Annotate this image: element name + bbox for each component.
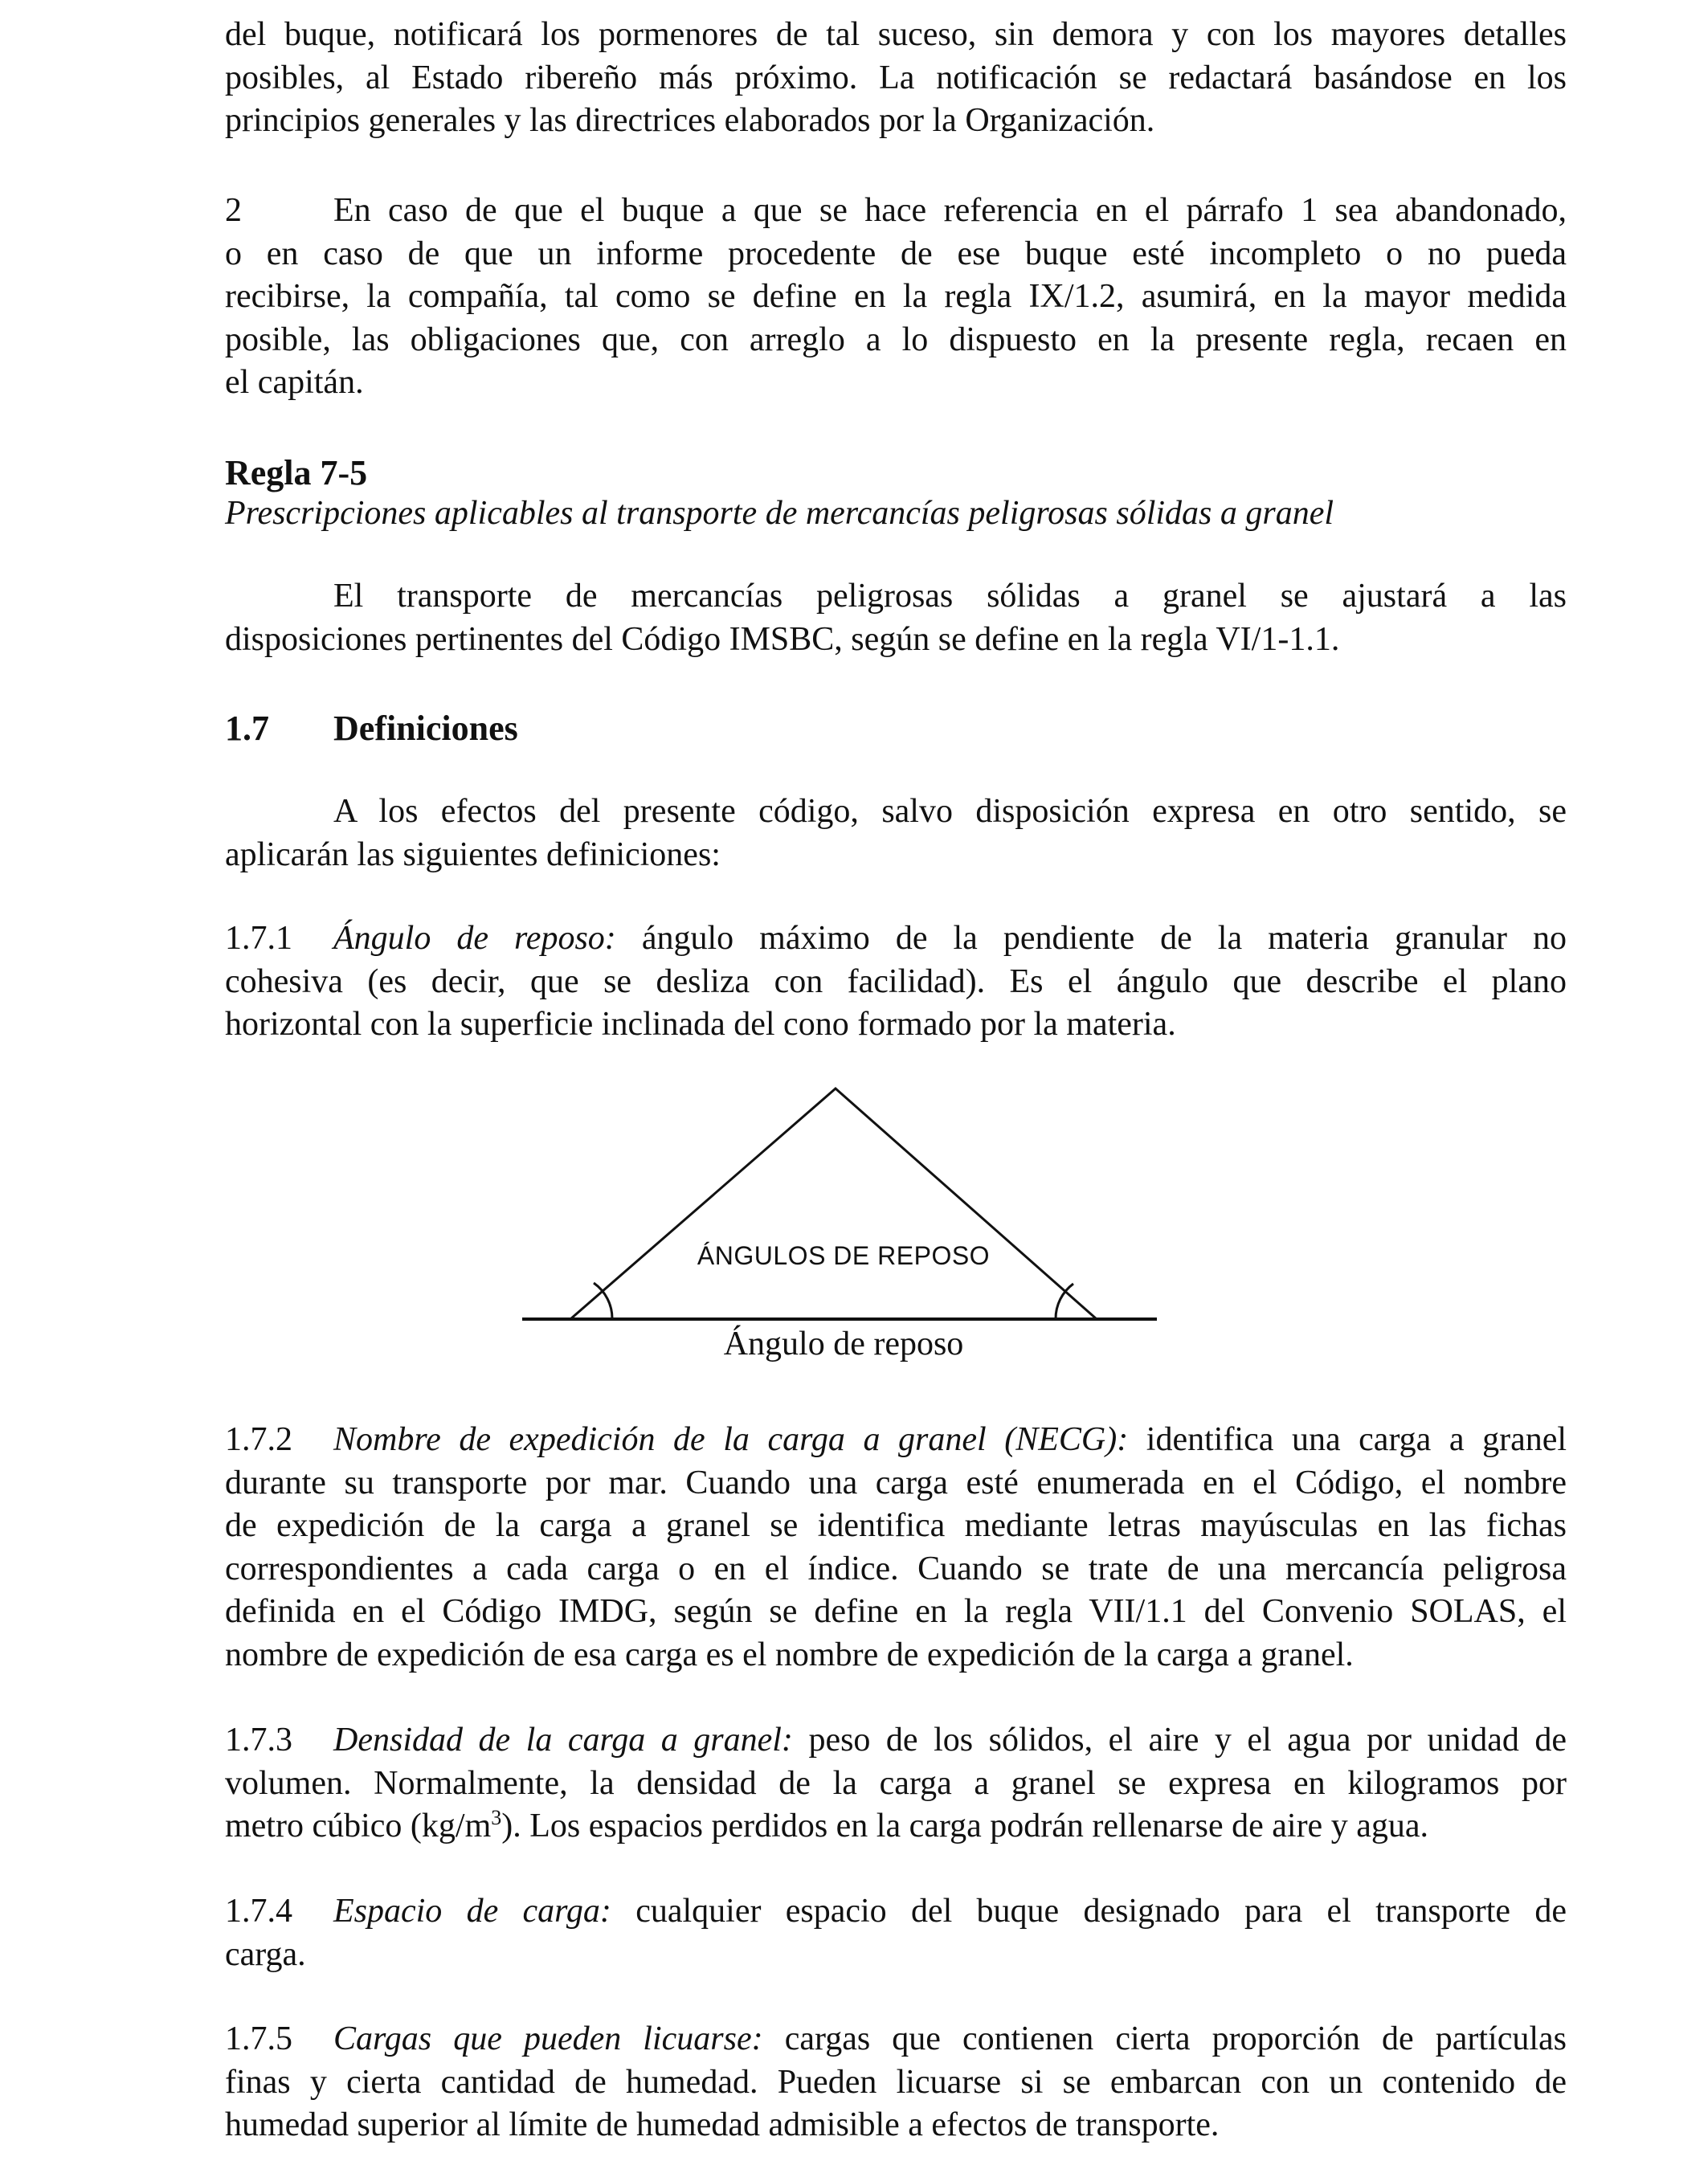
left-angle-arc [594,1283,612,1319]
text-line: principios generales y las directrices elaborados por la Organización. [225,102,1155,139]
angle-of-repose-figure [522,1081,1165,1386]
section-heading [225,707,518,750]
text-line: humedad superior al límite de humedad admisible a efectos de transporte. [225,2106,1220,2143]
text-line: nombre de expedición de esa carga es el nombre de expedición de la carga a granel. [225,1636,1354,1673]
regla-paragraph [225,575,1567,661]
text-line: de expedición de la carga a granel se identifica mediante letras mayúsculas en las fichas [225,1507,1567,1544]
text-line: volumen. Normalmente, la densidad de la carga a granel se expresa en kilogramos por [225,1764,1567,1802]
definition-term: Cargas que pueden licuarse: [333,2020,763,2057]
text-line: metro cúbico $(kg/m^3)$. Los espacios perdidos en la carga podrán rellenarse de aire y agua. [225,1806,1428,1844]
superscript: 3 [491,1806,502,1829]
text-line: finas y cierta cantidad de humedad. Pueden licuarse si se embarcan con un contenido de [225,2063,1567,2101]
definition-number: 1.7.4 [225,1893,292,1930]
definition-number: 1.7.5 [225,2020,292,2057]
definition-number: 1.7.2 [225,1421,292,1458]
text-line: posible, las obligaciones que, con arreglo a lo dispuesto en la presente regla, recaen en [225,321,1567,358]
definition-term: Densidad de la carga a granel: [333,1722,793,1759]
definition-1-7-5 [225,2018,1567,2147]
section-number: 1.7 [225,709,269,748]
text-line: durante su transporte por mar. Cuando una carga esté enumerada en el Código, el nombre [225,1464,1567,1501]
figure-inner-label: ÁNGULOS DE REPOSO [697,1241,991,1270]
text-line: horizontal con la superficie inclinada del cono formado por la materia. [225,1006,1176,1043]
regla-subtitle: Prescripciones aplicables al transporte de mercancías peligrosas sólidas a granel [225,495,1334,532]
figure-caption: Ángulo de reposo [723,1326,964,1362]
definition-number: 1.7.3 [225,1722,292,1759]
text-line: 2 En caso de que el buque a que se hace referencia en el párrafo 1 sea abandonado, [225,190,1567,233]
section-title: Definiciones [333,709,518,748]
text-line: el capitán. [225,364,364,401]
definition-1-7-2 [225,1419,1567,1677]
text-line: aplicarán las siguientes definiciones: [225,835,721,873]
paragraph-number: 2 [225,192,242,229]
text-line: recibirse, la compañía, tal como se define en la regla IX/1.2, asumirá, en la mayor medida [225,278,1567,315]
text-line: carga. [225,1935,306,1973]
text-line: posibles, al Estado ribereño más próximo. La notificación se redactará basándose en los [225,59,1567,96]
text-line: o en caso de que un informe procedente de ese buque esté incompleto o no pueda [225,235,1567,272]
text-line: cohesiva (es decir, que se desliza con facilidad). Es el ángulo que describe el plano [225,962,1567,1000]
text-line: 1.7.3 Densidad de la carga a granel: peso de los sólidos, el aire y el agua por unidad de [225,1719,1567,1763]
text-line: del buque, notificará los pormenores de tal suceso, sin demora y con los mayores detalles [225,16,1567,53]
definition-1-7-4 [225,1890,1567,1976]
text-line: 1.7.2 Nombre de expedición de la carga a granel (NECG): identifica una carga a granel [225,1419,1567,1462]
text-line: disposiciones pertinentes del Código IMSBC, según se define en la regla VI/1-1.1. [225,620,1340,658]
text-line: 1.7.1 Ángulo de reposo: ángulo máximo de la pendiente de la materia granular no [225,917,1567,961]
angle-of-repose-diagram [522,1081,1165,1322]
regla-title: Regla 7-5 [225,453,368,492]
text-line: definida en el Código IMDG, según se define en la regla VII/1.1 del Convenio SOLAS, el [225,1593,1567,1630]
paragraph-2 [225,190,1567,405]
text-line: 1.7.4 Espacio de carga: cualquier espacio del buque designado para el transporte de [225,1890,1567,1934]
definition-1-7-3 [225,1719,1567,1849]
text-line: El transporte de mercancías peligrosas sólidas a granel se ajustará a las [333,578,1567,615]
definition-term: Ángulo de reposo: [333,920,616,957]
text-line: correspondientes a cada carga o en el índice. Cuando se trate de una mercancía peligrosa [225,1550,1567,1587]
definition-number: 1.7.1 [225,920,292,957]
continuation-paragraph [225,14,1567,143]
definition-term: Nombre de expedición de la carga a granel (NECG): [333,1421,1129,1458]
cone-outline [570,1089,1097,1319]
text-line: A los efectos del presente código, salvo disposición expresa en otro sentido, se [333,793,1567,830]
text-line: 1.7.5 Cargas que pueden licuarse: cargas que contienen cierta proporción de partículas [225,2018,1567,2061]
definition-1-7-1 [225,917,1567,1047]
definition-term: Espacio de carga: [333,1893,611,1930]
section-intro [225,790,1567,876]
right-angle-arc [1056,1284,1073,1319]
